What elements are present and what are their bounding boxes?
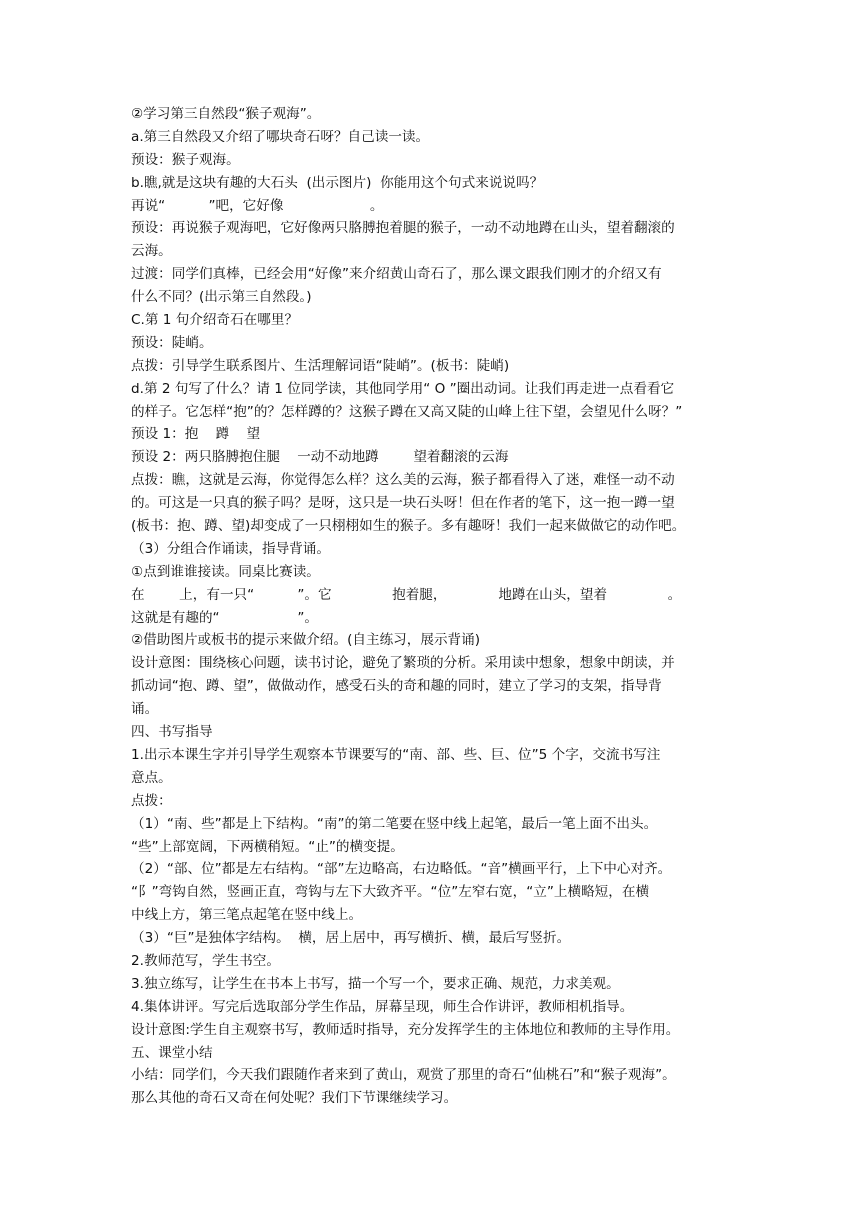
text-line: 的。可这是一只真的猴子吗？是呀，这只是一块石头呀！但在作者的笔下，这一抱一蹲一望 <box>131 495 675 512</box>
text-line: “些”上部宽阔，下两横稍短。“止”的横变提。 <box>131 838 404 855</box>
text-line: 中线上方，第三笔点起笔在竖中线上。 <box>131 907 363 924</box>
text-line: 2.教师范写，学生书空。 <box>131 952 280 969</box>
text-line: b.瞧,就是这块有趣的大石头 (出示图片) 你能用这个句式来说说吗？ <box>131 174 544 191</box>
text-line: 预设：陡峭。 <box>131 334 213 351</box>
text-line: 小结：同学们，今天我们跟随作者来到了黄山，观赏了那里的奇石“仙桃石”和“猴子观海”。 <box>131 1067 676 1084</box>
text-line: 4.集体讲评。写完后选取部分学生作品，屏幕呈现，师生合作讲评，教师相机指导。 <box>131 998 634 1015</box>
text-line: （2）“部、位”都是左右结构。“部”左边略高，右边略低。“音”横画平行，上下中心对齐。 <box>131 861 672 878</box>
text-line: （1）“南、些”都是上下结构。“南”的第二笔要在竖中线上起笔，最后一笔上面不出头。 <box>131 815 658 832</box>
text-line: 设计意图：围绕核心问题，读书讨论，避免了繁琐的分析。采用读中想象，想象中朗读，并 <box>131 655 675 672</box>
text-line: 什么不同？(出示第三自然段。) <box>131 289 312 306</box>
text-line: 这就是有趣的“ ”。 <box>131 609 319 626</box>
text-line: 抓动词“抱、蹲、望”，做做动作，感受石头的奇和趣的同时，建立了学习的支架，指导背 <box>131 678 662 695</box>
text-line: a.第三自然段又介绍了哪块奇石呀？自己读一读。 <box>131 128 430 145</box>
text-line: 那么其他的奇石又奇在何处呢？我们下节课继续学习。 <box>131 1090 458 1107</box>
text-line: 点拨： <box>131 792 172 809</box>
text-line: （3）“巨”是独体字结构。 横，居上居中，再写横折、横，最后写竖折。 <box>131 930 571 947</box>
text-line: 1.出示本课生字并引导学生观察本节课要写的“南、部、些、巨、位”5 个字，交流书写注 <box>131 746 661 763</box>
text-line: 3.独立练写，让学生在书本上书写，描一个写一个，要求正确、规范，力求美观。 <box>131 975 620 992</box>
text-line: 意点。 <box>131 769 172 786</box>
text-line: ②借助图片或板书的提示来做介绍。(自主练习，展示背诵) <box>131 632 481 649</box>
text-line: 五、课堂小结 <box>131 1044 213 1061</box>
text-line: 云海。 <box>131 243 172 260</box>
text-line: “阝”弯钩自然，竖画正直，弯钩与左下大致齐平。“位”左窄右宽，“立”上横略短，在横 <box>131 884 650 901</box>
text-line: 再说“ ”吧，它好像 。 <box>131 197 384 214</box>
text-line: C.第 1 句介绍奇石在哪里？ <box>131 312 299 329</box>
text-line: 设计意图:学生自主观察书写，教师适时指导，充分发挥学生的主体地位和教师的主导作用。 <box>131 1021 680 1038</box>
text-line: 预设：猴子观海。 <box>131 151 240 168</box>
text-line: (板书：抱、蹲、望)却变成了一只栩栩如生的猴子。多有趣呀！我们一起来做做它的动作吧。 <box>131 518 686 535</box>
text-line: 四、书写指导 <box>131 724 213 741</box>
text-line: 预设 1：抱 蹲 望 <box>131 426 261 443</box>
text-line: d.第 2 句写了什么？请 1 位同学读，其他同学用“ O ”圈出动词。让我们再走进一点看看它 <box>131 380 675 397</box>
text-line: 预设：再说猴子观海吧，它好像两只胳膊抱着腿的猴子，一动不动地蹲在山头，望着翻滚的 <box>131 220 675 237</box>
text-line: 诵。 <box>131 701 159 718</box>
text-line: ①点到谁谁接读。同桌比赛读。 <box>131 563 320 580</box>
document-body <box>131 103 731 1110</box>
text-line: （3）分组合作诵读，指导背诵。 <box>131 540 330 557</box>
text-line: 预设 2：两只胳膊抱住腿 一动不动地蹲 望着翻滚的云海 <box>131 449 509 466</box>
text-line: 的样子。它怎样“抱”的？怎样蹲的？这猴子蹲在又高又陡的山峰上往下望，会望见什么呀？” <box>131 403 683 420</box>
text-line: 点拨：瞧，这就是云海，你觉得怎么样？这么美的云海，猴子都看得入了迷，难怪一动不动 <box>131 472 675 489</box>
text-line: 点拨：引导学生联系图片、生活理解词语“陡峭”。(板书：陡峭) <box>131 357 510 374</box>
text-line: 在 上，有一只“ ”。它 抱着腿， 地蹲在山头，望着 。 <box>131 586 682 603</box>
text-line: 过渡：同学们真棒，已经会用“好像”来介绍黄山奇石了，那么课文跟我们刚才的介绍又有 <box>131 266 662 283</box>
text-line: ②学习第三自然段“猴子观海”。 <box>131 106 321 122</box>
